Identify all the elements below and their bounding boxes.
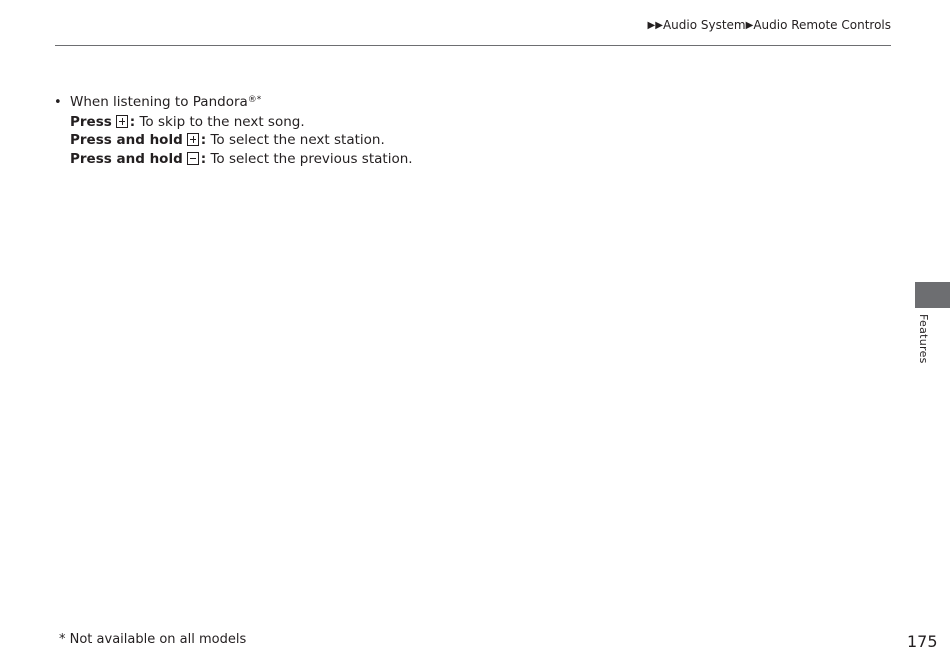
instruction-line	[54, 150, 413, 169]
instruction-label: Press	[70, 113, 112, 130]
page-number: 175	[907, 632, 938, 651]
bullet-text	[70, 91, 261, 112]
plus-button-icon	[187, 133, 199, 146]
breadcrumb	[648, 18, 891, 32]
instruction-label: Press and hold	[70, 150, 183, 167]
section-tab[interactable]	[915, 282, 950, 308]
main-content	[54, 91, 413, 168]
footnote: * Not available on all models	[59, 632, 247, 647]
instruction-colon: :	[200, 150, 207, 167]
bullet-item	[54, 91, 413, 113]
plus-button-icon	[116, 115, 128, 128]
instruction-text: To select the next station.	[206, 132, 385, 148]
instruction-text: To select the previous station.	[206, 150, 413, 167]
registered-mark: ®	[247, 95, 257, 105]
triangle-right-icon: ▶	[745, 19, 754, 31]
instruction-colon: :	[200, 132, 207, 148]
breadcrumb-item-audio-remote-controls[interactable]: Audio Remote Controls	[753, 18, 891, 32]
header-divider	[55, 45, 891, 46]
bullet-icon: •	[54, 95, 62, 110]
footnote-star: *	[256, 95, 262, 105]
intro-text: When listening to Pandora	[70, 94, 248, 110]
breadcrumb-item-audio-system[interactable]: Audio System	[662, 18, 746, 32]
instruction-line	[54, 113, 413, 132]
triangle-right-icon: ▶	[647, 19, 656, 31]
triangle-right-icon: ▶	[655, 19, 663, 31]
instruction-label: Press and hold	[70, 132, 183, 148]
instruction-colon: :	[129, 113, 136, 130]
instruction-line	[54, 131, 413, 150]
section-tab-label: Features	[917, 314, 930, 364]
minus-button-icon	[187, 152, 199, 165]
instruction-text: To skip to the next song.	[135, 113, 305, 130]
